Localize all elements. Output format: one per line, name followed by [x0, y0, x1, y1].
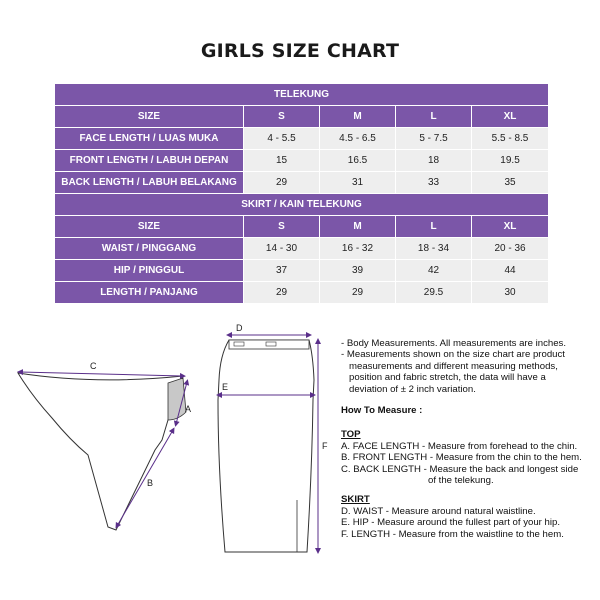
- note-body-measurements: - Body Measurements. All measurements are inches.: [341, 338, 567, 349]
- table-cell: 29.5: [396, 282, 471, 303]
- telekung-section-row: [55, 84, 548, 105]
- note-deviation-line-3: position and fabric stretch, the data will have a: [349, 372, 546, 384]
- telekung-header-m: M: [320, 106, 395, 127]
- skirt-illustration: [218, 323, 328, 552]
- table-cell: 4 - 5.5: [244, 128, 319, 149]
- table-cell: 5.5 - 8.5: [472, 128, 548, 149]
- table-cell: 16.5: [320, 150, 395, 171]
- table-cell: 39: [320, 260, 395, 281]
- face-opening-shape: [168, 378, 186, 420]
- table-cell: 29: [244, 282, 319, 303]
- table-cell: 20 - 36: [472, 238, 548, 259]
- table-row: [55, 238, 548, 259]
- skirt-header-xl: XL: [472, 216, 548, 237]
- skirt-header-l: L: [396, 216, 471, 237]
- table-cell: 44: [472, 260, 548, 281]
- table-cell: 30: [472, 282, 548, 303]
- telekung-top-illustration: [18, 361, 191, 530]
- row-label-face-length: FACE LENGTH / LUAS MUKA: [55, 128, 243, 149]
- telekung-header-s: S: [244, 106, 319, 127]
- table-cell: 35: [472, 172, 548, 193]
- table-row: [55, 172, 548, 193]
- label-c: C: [90, 361, 97, 371]
- skirt-header-row: [55, 216, 548, 237]
- table-cell: 15: [244, 150, 319, 171]
- skirt-instruction-f: F. LENGTH - Measure from the waistline to the hem.: [341, 528, 564, 540]
- waistband-tab-right: [266, 342, 276, 346]
- top-instruction-c-cont: of the telekung.: [428, 475, 494, 487]
- row-label-length: LENGTH / PANJANG: [55, 282, 243, 303]
- page-title: GIRLS SIZE CHART: [200, 40, 400, 62]
- telekung-header-xl: XL: [472, 106, 548, 127]
- table-cell: 37: [244, 260, 319, 281]
- telekung-header-row: [55, 106, 548, 127]
- skirt-header-s: S: [244, 216, 319, 237]
- table-row: [55, 150, 548, 171]
- table-cell: 19.5: [472, 150, 548, 171]
- table-cell: 29: [244, 172, 319, 193]
- top-heading: TOP: [341, 429, 361, 441]
- table-cell: 29: [320, 282, 395, 303]
- label-d: D: [236, 323, 243, 333]
- skirt-instruction-d: D. WAIST - Measure around natural waistline.: [341, 505, 536, 517]
- table-cell: 31: [320, 172, 395, 193]
- skirt-outline: [218, 340, 314, 552]
- note-deviation-line-4: deviation of ± 2 inch variation.: [349, 383, 476, 395]
- telekung-outline: [18, 373, 183, 530]
- label-b: B: [147, 478, 154, 488]
- skirt-header-m: M: [320, 216, 395, 237]
- table-cell: 14 - 30: [244, 238, 319, 259]
- row-label-hip: HIP / PINGGUL: [55, 260, 243, 281]
- note-deviation-line-2: measurements and different measuring methods,: [349, 360, 558, 372]
- skirt-heading: SKIRT: [341, 494, 370, 506]
- table-row: [55, 128, 548, 149]
- top-instruction-b: B. FRONT LENGTH - Measure from the chin to the hem.: [341, 452, 582, 464]
- table-cell: 4.5 - 6.5: [320, 128, 395, 149]
- skirt-instruction-e: E. HIP - Measure around the fullest part of your hip.: [341, 517, 560, 529]
- measure-line-c: [20, 372, 183, 376]
- measurement-notes: [341, 338, 591, 540]
- how-to-measure-heading: How To Measure :: [341, 405, 423, 417]
- table-cell: 5 - 7.5: [396, 128, 471, 149]
- table-cell: 18: [396, 150, 471, 171]
- size-chart-table: [54, 83, 549, 304]
- table-cell: 33: [396, 172, 471, 193]
- top-instruction-c: C. BACK LENGTH - Measure the back and longest side: [341, 463, 579, 475]
- table-row: [55, 260, 548, 281]
- table-cell: 42: [396, 260, 471, 281]
- telekung-header-size: SIZE: [55, 106, 243, 127]
- skirt-header-size: SIZE: [55, 216, 243, 237]
- telekung-section-title: TELEKUNG: [55, 84, 548, 105]
- row-label-front-length: FRONT LENGTH / LABUH DEPAN: [55, 150, 243, 171]
- top-instruction-a: A. FACE LENGTH - Measure from forehead to the chin.: [341, 440, 578, 452]
- table-cell: 16 - 32: [320, 238, 395, 259]
- skirt-section-row: [55, 194, 548, 215]
- label-a: A: [185, 404, 192, 414]
- skirt-section-title: SKIRT / KAIN TELEKUNG: [55, 194, 548, 215]
- note-deviation-line-1: - Measurements shown on the size chart are product: [341, 349, 565, 361]
- telekung-header-l: L: [396, 106, 471, 127]
- row-label-waist: WAIST / PINGGANG: [55, 238, 243, 259]
- label-e: E: [222, 382, 229, 392]
- row-label-back-length: BACK LENGTH / LABUH BELAKANG: [55, 172, 243, 193]
- table-cell: 18 - 34: [396, 238, 471, 259]
- waistband-tab-left: [234, 342, 244, 346]
- table-row: [55, 282, 548, 303]
- measurement-diagram: [0, 318, 340, 600]
- label-f: F: [322, 441, 328, 451]
